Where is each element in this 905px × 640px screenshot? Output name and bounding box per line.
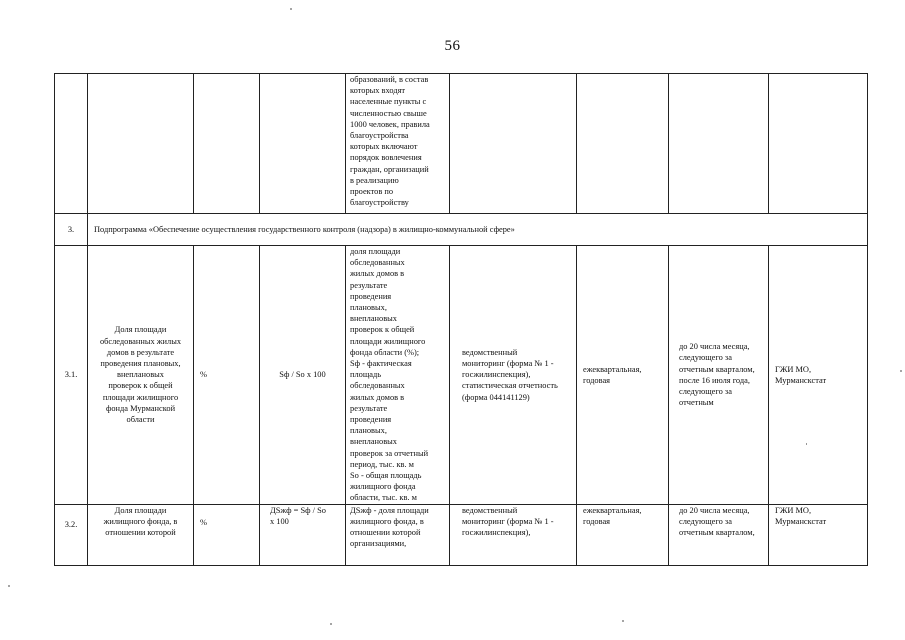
indicator-name: Доля площади жилищного фонда, в отношении которой — [88, 504, 194, 565]
cell-empty — [88, 74, 194, 214]
cell-empty — [669, 74, 769, 214]
scan-speck — [290, 8, 292, 10]
criteria-cell: доля площади обследованных жилых домов в результате проведения плановых, внеплановых проверок к общей площади жилищного фонда области (%); Sф - фактическая площадь обследованных жилых домов в результате проведения плановых, внеплановых проверок за отчетный период, тыс. кв. м So - общая площадь жилищного фонда области, тыс. кв. м — [346, 246, 450, 505]
scan-speck — [8, 585, 10, 587]
page-number: 56 — [444, 38, 461, 54]
cell-empty — [450, 74, 577, 214]
indicators-table — [54, 73, 868, 566]
table-row-indicator — [55, 504, 868, 565]
subprogram-number: 3. — [55, 214, 88, 246]
indicator-name: Доля площади обследованных жилых домов в результате проведения плановых, внеплановых проверок к общей площади жилищного фонда Мурманской области — [88, 246, 194, 505]
row-number: 3.2. — [55, 504, 88, 565]
criteria-cell: ДSжф - доля площади жилищного фонда, в отношении которой организациями, — [346, 504, 450, 565]
formula-cell: Sф / So x 100 — [260, 246, 346, 505]
periodicity-cell: ежеквартальная, годовая — [577, 504, 669, 565]
table-row-subprogram — [55, 214, 868, 246]
scan-speck — [806, 443, 807, 445]
cell-empty — [194, 74, 260, 214]
unit-cell: % — [194, 504, 260, 565]
cell-empty — [55, 74, 88, 214]
scan-speck — [622, 620, 624, 622]
cell-empty — [769, 74, 868, 214]
deadline-cell: до 20 числа месяца, следующего за отчетным кварталом, — [669, 504, 769, 565]
deadline-cell: до 20 числа месяца, следующего за отчетным кварталом, после 16 июля года, следующего за отчетным — [669, 246, 769, 505]
scan-speck — [330, 623, 332, 625]
responsible-cell: ГЖИ МО, Мурманскстат — [769, 246, 868, 505]
scan-speck — [900, 370, 902, 372]
cell-empty — [260, 74, 346, 214]
subprogram-title: Подпрограмма «Обеспечение осуществления государственного контроля (надзора) в жилищно-коммунальной сфере» — [88, 214, 868, 246]
cell-empty — [577, 74, 669, 214]
criteria-cell: образований, в состав которых входят населенные пункты с численностью свыше 1000 человек, правила благоустройства которых включают порядок вовлечения граждан, организаций в реализацию проектов по благоустройству — [346, 74, 450, 214]
unit-cell: % — [194, 246, 260, 505]
table-row-indicator — [55, 246, 868, 505]
periodicity-cell: ежеквартальная, годовая — [577, 246, 669, 505]
table-row-continuation — [55, 74, 868, 214]
row-number: 3.1. — [55, 246, 88, 505]
responsible-cell: ГЖИ МО, Мурманскстат — [769, 504, 868, 565]
formula-cell: ДSжф = Sф / So x 100 — [260, 504, 346, 565]
source-cell: ведомственный мониторинг (форма № 1 - госжилинспекция), — [450, 504, 577, 565]
source-cell: ведомственный мониторинг (форма № 1 - госжилинспекция), статистическая отчетность (форма 044141129) — [450, 246, 577, 505]
